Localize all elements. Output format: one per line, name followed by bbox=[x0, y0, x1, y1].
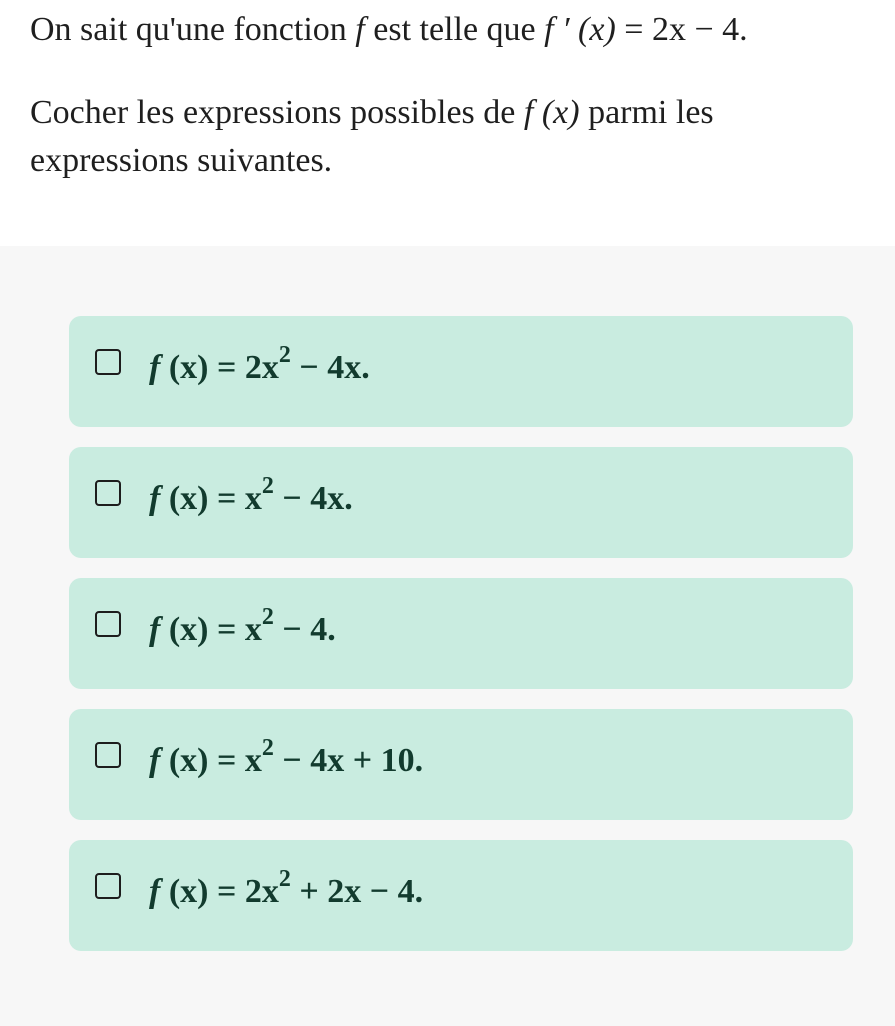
answer-expression: f $(x) = x^2 - 4x$. bbox=[149, 473, 353, 517]
question-line-3: expressions suivantes. bbox=[30, 142, 333, 179]
answer-expression: f $(x) = x^2 - 4x + 10$. bbox=[149, 735, 424, 779]
checkbox[interactable] bbox=[95, 742, 121, 768]
checkbox[interactable] bbox=[95, 611, 121, 637]
function-expression: f (x) bbox=[523, 94, 580, 131]
answer-option-2[interactable] bbox=[69, 447, 853, 558]
derivative-expression: f ′ (x) bbox=[544, 11, 616, 48]
instruction-text: parmi les bbox=[579, 94, 714, 131]
derivative-value: = 2x − 4. bbox=[615, 11, 748, 48]
function-symbol: f bbox=[355, 11, 365, 48]
answer-option-1[interactable] bbox=[69, 316, 853, 427]
answer-expression: f $(x) = x^2 - 4$. bbox=[149, 604, 336, 648]
question-text: est telle que bbox=[364, 11, 545, 48]
checkbox[interactable] bbox=[95, 349, 121, 375]
answer-option-5[interactable] bbox=[69, 840, 853, 951]
answer-option-3[interactable] bbox=[69, 578, 853, 689]
answer-option-4[interactable] bbox=[69, 709, 853, 820]
question-line-1 bbox=[30, 6, 865, 54]
question-prompt bbox=[0, 0, 895, 246]
answer-expression: f $(x) = 2x^2 + 2x - 4$. bbox=[149, 866, 424, 910]
answer-expression: f $(x) = 2x^2 - 4x$. bbox=[149, 342, 370, 386]
question-text: On sait qu'une fonction bbox=[30, 11, 356, 48]
checkbox[interactable] bbox=[95, 480, 121, 506]
instruction-text: Cocher les expressions possibles de bbox=[30, 94, 524, 131]
checkbox[interactable] bbox=[95, 873, 121, 899]
answer-options-panel bbox=[0, 246, 895, 1026]
question-line-2 bbox=[30, 89, 865, 137]
